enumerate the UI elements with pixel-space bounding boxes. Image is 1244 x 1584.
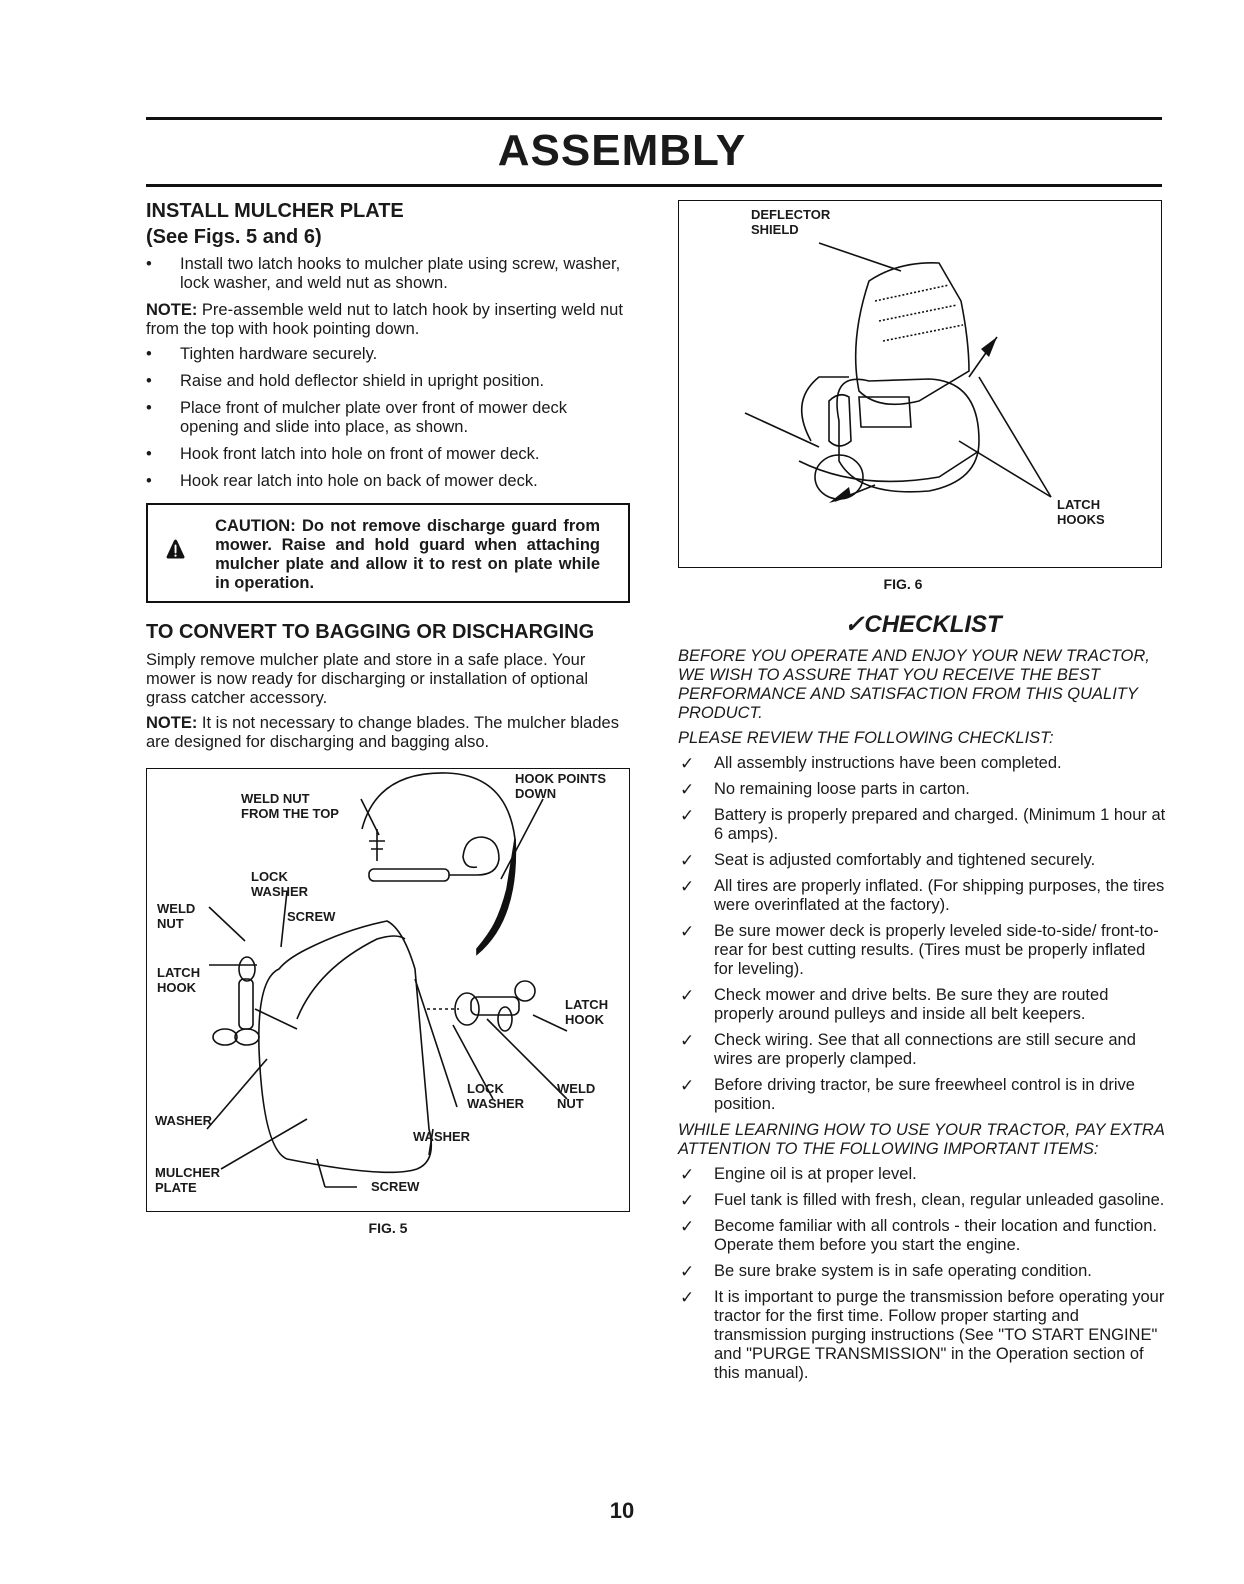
list-item: ✓ All tires are properly inflated. (For shipping purposes, the tires were overinflated at the factory). [680,877,1165,914]
install-bullets-1 [146,255,630,293]
list-item: ✓ It is important to purge the transmission before operating your tractor for the first time. Follow proper starting and transmission purging instructions (See "TO START ENGINE" and "PURGE TRANSMISSION" in the Operation section of this manual). [680,1288,1165,1382]
check-icon: ✓ [680,1217,695,1236]
list-item: ✓ Become familiar with all controls - their location and function. Operate them before you start the engine. [680,1217,1157,1254]
list-item: ✓ Battery is properly prepared and charged. (Minimum 1 hour at 6 amps). [680,806,1166,843]
note-label: NOTE: [146,301,198,319]
check-icon: ✓ [680,1262,695,1281]
list-item: ✓ Check mower and drive belts. Be sure they are routed properly around pulleys and inside all belt keepers. [680,986,1109,1023]
figure-5 [146,768,630,1212]
list-item: • Raise and hold deflector shield in upright position. [146,372,630,391]
checklist-intro: BEFORE YOU OPERATE AND ENJOY YOUR NEW TRACTOR, WE WISH TO ASSURE THAT YOU RECEIVE THE BEST PERFORMANCE AND SATISFACTION FROM THIS QUALITY PRODUCT. [678,647,1150,722]
checklist-items-1 [678,754,1168,1114]
check-icon: ✓ [680,1288,695,1307]
check-icon: ✓ [680,1165,695,1184]
checklist-items-2 [678,1165,1168,1383]
list-item: ✓ Seat is adjusted comfortably and tightened securely. [680,851,1096,870]
check-icon: ✓ [680,806,695,825]
list-item: ✓ No remaining loose parts in carton. [680,780,970,799]
convert-para: Simply remove mulcher plate and store in a safe place. Your mower is now ready for discharging or installation of optional grass catcher accessory. [146,651,589,707]
fig6-caption: FIG. 6 [883,576,923,592]
label-latch-hooks: LATCH HOOKS [1057,497,1105,527]
check-icon: ✓ [680,754,695,773]
label-lock-washer: LOCK WASHER [251,869,309,899]
label-latch-hook-left: LATCH HOOK [157,965,201,995]
page-title: ASSEMBLY [497,126,747,175]
check-icon: ✓ [680,1076,695,1095]
list-item: • Tighten hardware securely. [146,345,630,364]
fig5-caption: FIG. 5 [368,1220,408,1236]
list-item: ✓ Check wiring. See that all connections are still secure and wires are properly clamped. [680,1031,1136,1068]
install-note [146,301,630,339]
list-item: ✓ Be sure mower deck is properly leveled side-to-side/ front-to-rear for best cutting results. (Tires must be properly inflated for leveling). [680,922,1159,978]
left-column [146,200,630,1236]
list-item: • Install two latch hooks to mulcher plate using screw, washer, lock washer, and weld nut as shown. [146,255,630,293]
label-screw: SCREW [287,909,336,924]
note-text: Pre-assemble weld nut to latch hook by inserting weld nut from the top with hook pointing down. [146,301,623,338]
see-figs-subheading: (See Figs. 5 and 6) [146,226,322,248]
install-mulcher-heading: INSTALL MULCHER PLATE [146,200,404,222]
label-weld-nut-left: WELD NUT [157,901,196,931]
list-item: • Place front of mulcher plate over front of mower deck opening and slide into place, as shown. [146,399,630,437]
figure-6 [678,200,1162,568]
label-latch-hook-right: LATCH HOOK [565,997,609,1027]
label-deflector-shield: DEFLECTOR SHIELD [751,207,831,237]
checklist-review: PLEASE REVIEW THE FOLLOWING CHECKLIST: [678,729,1054,747]
list-item: ✓ Engine oil is at proper level. [680,1165,917,1184]
label-weld-nut-right: WELD NUT [557,1081,596,1111]
label-screw-bottom: SCREW [371,1179,420,1194]
title-rule [146,184,1162,187]
label-hook-points: HOOK POINTS DOWN [515,771,607,801]
note-label: NOTE: [146,714,198,732]
check-icon: ✓ [680,1031,695,1050]
list-item: ✓ Be sure brake system is in safe operating condition. [680,1262,1092,1281]
convert-heading: TO CONVERT TO BAGGING OR DISCHARGING [146,621,595,643]
label-washer-left: WASHER [155,1113,213,1128]
right-column [678,200,1168,1390]
label-weld-nut-top: WELD NUT FROM THE TOP [241,791,339,821]
list-item: • Hook front latch into hole on front of mower deck. [146,445,630,464]
mulcher-plate-illustration [147,769,629,1211]
label-washer-bottom: WASHER [413,1129,471,1144]
list-item: • Hook rear latch into hole on back of mower deck. [146,472,630,491]
check-icon: ✓ [680,877,695,896]
check-icon: ✓ [680,851,695,870]
top-rule [146,117,1162,120]
page-number: 10 [609,1498,635,1523]
label-lock-washer-right: LOCK WASHER [467,1081,525,1111]
list-item: ✓ Fuel tank is filled with fresh, clean, regular unleaded gasoline. [680,1191,1165,1210]
check-icon: ✓ [680,922,695,941]
check-icon: ✓ [680,780,695,799]
convert-note [146,714,630,752]
warning-triangle-icon [166,517,185,581]
list-item: ✓ All assembly instructions have been completed. [680,754,1062,773]
caution-box [146,503,630,603]
install-bullets-2 [146,345,630,491]
checklist-while: WHILE LEARNING HOW TO USE YOUR TRACTOR, PAY EXTRA ATTENTION TO THE FOLLOWING IMPORTANT ITEMS: [678,1121,1165,1158]
note-text: It is not necessary to change blades. The mulcher blades are designed for discharging and bagging also. [146,714,619,751]
list-item: ✓ Before driving tractor, be sure freewheel control is in drive position. [680,1076,1135,1113]
label-mulcher-plate: MULCHER PLATE [155,1165,220,1195]
checklist-heading: ✓CHECKLIST [844,611,1002,638]
check-icon: ✓ [680,1191,695,1210]
check-icon: ✓ [680,986,695,1005]
caution-text: CAUTION: Do not remove discharge guard from mower. Raise and hold guard when attaching mulcher plate and allow it to rest on plate while in operation. [215,517,600,592]
